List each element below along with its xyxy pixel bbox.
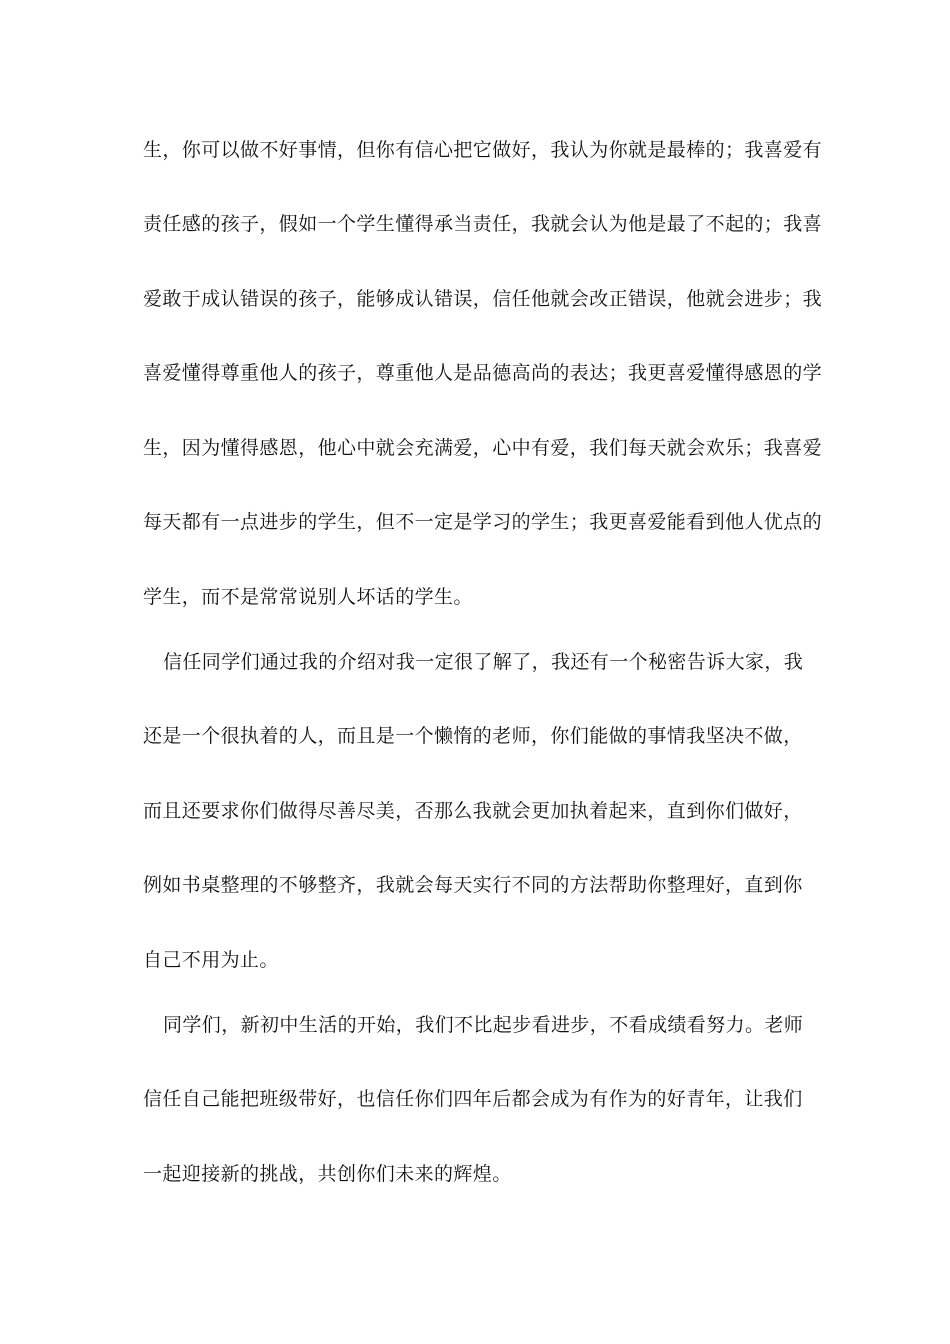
- text-line: 责任感的孩子，假如一个学生懂得承当责任，我就会认为他是最了不起的；我喜: [143, 213, 823, 235]
- text-line: 生，因为懂得感恩，他心中就会充满爱，心中有爱，我们每天就会欢乐；我喜爱: [143, 437, 823, 459]
- text-line: 信任同学们通过我的介绍对我一定很了解了，我还有一个秘密告诉大家，我: [163, 651, 804, 673]
- text-line: 学生，而不是常常说别人坏话的学生。: [143, 586, 473, 608]
- text-line: 一起迎接新的挑战，共创你们未来的辉煌。: [143, 1163, 512, 1185]
- text-line: 例如书桌整理的不够整齐，我就会每天实行不同的方法帮助你整理好，直到你: [143, 874, 803, 896]
- text-line: 还是一个很执着的人，而且是一个懒惰的老师，你们能做的事情我坚决不做，: [143, 725, 803, 747]
- text-line: 喜爱懂得尊重他人的孩子，尊重他人是品德高尚的表达；我更喜爱懂得感恩的学: [143, 362, 823, 384]
- text-line: 每天都有一点进步的学生，但不一定是学习的学生；我更喜爱能看到他人优点的: [143, 511, 823, 533]
- text-line: 自己不用为止。: [143, 949, 279, 971]
- text-line: 而且还要求你们做得尽善尽美，否那么我就会更加执着起来，直到你们做好，: [143, 800, 803, 822]
- text-line: 爱敢于成认错误的孩子，能够成认错误，信任他就会改正错误，他就会进步；我: [143, 288, 823, 310]
- text-line: 同学们，新初中生活的开始，我们不比起步看进步，不看成绩看努力。老师: [163, 1014, 804, 1036]
- text-line: 信任自己能把班级带好，也信任你们四年后都会成为有作为的好青年，让我们: [143, 1088, 803, 1110]
- text-line: 生，你可以做不好事情，但你有信心把它做好，我认为你就是最棒的；我喜爱有: [143, 139, 823, 161]
